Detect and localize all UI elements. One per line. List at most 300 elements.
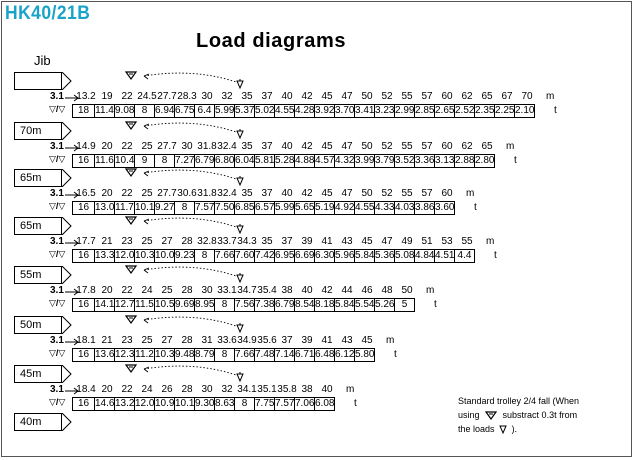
radius-value: 45 bbox=[361, 236, 373, 247]
load-symbol-label: ▽/▽ bbox=[49, 201, 66, 211]
load-unit: t bbox=[434, 299, 437, 310]
radius-unit: m bbox=[426, 285, 435, 296]
load-cell: 7.48 bbox=[255, 349, 275, 360]
load-cell: 10.1 bbox=[135, 202, 155, 213]
radius-value: 30 bbox=[201, 285, 213, 296]
radius-value: 52 bbox=[381, 91, 393, 102]
radius-value: 32.4 bbox=[217, 141, 237, 152]
radius-value: 37 bbox=[261, 188, 273, 199]
radius-value: 60 bbox=[441, 91, 453, 102]
load-cell: 4.33 bbox=[375, 202, 395, 213]
load-cell: 7.66 bbox=[215, 250, 235, 261]
load-unit: t bbox=[554, 105, 557, 116]
radius-value: 30.6 bbox=[177, 188, 197, 199]
radius-value: 32.4 bbox=[217, 188, 237, 199]
hook-icon bbox=[237, 372, 243, 381]
load-cell: 12.0 bbox=[135, 398, 155, 409]
radius-value: 60 bbox=[441, 188, 453, 199]
radius-value: 31.8 bbox=[197, 141, 217, 152]
load-cell: 11.6 bbox=[95, 155, 114, 166]
radius-value: 34.1 bbox=[237, 384, 257, 395]
jib-length-box bbox=[14, 217, 62, 235]
load-cell: 10.1 bbox=[175, 398, 195, 409]
trolley-hook-icon bbox=[126, 266, 136, 273]
radius-value: 35.6 bbox=[257, 335, 277, 346]
load-cell: 5.65 bbox=[295, 202, 315, 213]
load-cell: 9.48 bbox=[175, 349, 195, 360]
radius-value: 62 bbox=[461, 141, 473, 152]
dotted-arrow-icon bbox=[124, 264, 254, 286]
note-line-3b: ). bbox=[511, 424, 518, 434]
trolley-hook-icon bbox=[126, 365, 136, 372]
load-cell: 7.57 bbox=[195, 202, 215, 213]
radius-value: 22 bbox=[121, 141, 133, 152]
radius-value: 20 bbox=[101, 384, 113, 395]
load-cell: 10.0 bbox=[155, 250, 175, 261]
load-cell: 6.12 bbox=[335, 349, 355, 360]
radius-value: 28 bbox=[181, 285, 193, 296]
load-cell: 11.4 bbox=[95, 105, 114, 116]
radius-value: 35.4 bbox=[257, 285, 277, 296]
load-cell: 16 bbox=[72, 154, 95, 168]
radius-value: 33.1 bbox=[217, 285, 237, 296]
trolley-hook-icon bbox=[126, 217, 136, 224]
radius-unit: m bbox=[486, 236, 495, 247]
radius-value: 50 bbox=[361, 141, 373, 152]
radius-value: 43 bbox=[341, 236, 353, 247]
jib-length-box bbox=[14, 122, 62, 140]
radius-value: 53 bbox=[441, 236, 453, 247]
load-cell: 7.57 bbox=[275, 398, 295, 409]
load-cell: 2.85 bbox=[415, 105, 435, 116]
radius-value: 34.3 bbox=[237, 236, 257, 247]
load-cell: 6.4 bbox=[194, 104, 215, 118]
load-cell: 8.79 bbox=[195, 349, 215, 360]
jib-length-box bbox=[14, 365, 62, 383]
radius-value: 43 bbox=[341, 335, 353, 346]
load-cell: 2.88 bbox=[455, 155, 475, 166]
note-line-2a: using bbox=[458, 410, 480, 420]
radius-value: 30 bbox=[181, 141, 193, 152]
jib-length-box bbox=[14, 316, 62, 334]
load-cell: 7.27 bbox=[175, 155, 195, 166]
jib-triangle-icon bbox=[62, 365, 72, 383]
load-cell: 9.30 bbox=[195, 398, 215, 409]
load-cell: 5.19 bbox=[315, 202, 335, 213]
radius-value: 23 bbox=[121, 335, 133, 346]
load-cell: 13.6 bbox=[95, 349, 115, 360]
load-cell: 16 bbox=[72, 298, 95, 312]
load-cell: 8 bbox=[134, 104, 155, 118]
jib-length-label: 65m bbox=[20, 220, 42, 232]
load-cell: 12.7 bbox=[115, 299, 135, 310]
radius-value: 37 bbox=[281, 335, 293, 346]
trolley-hook-icon bbox=[485, 411, 497, 420]
load-cell: 8 bbox=[174, 201, 195, 215]
load-unit: t bbox=[514, 155, 517, 166]
hook-icon bbox=[237, 224, 243, 233]
load-cell: 6.71 bbox=[295, 349, 315, 360]
jib-label: Jib bbox=[34, 53, 51, 68]
load-cell: 4.51 bbox=[435, 250, 455, 261]
radius-value: 17.7 bbox=[76, 236, 96, 247]
radius-value: 32 bbox=[221, 91, 233, 102]
trolley-hook-icon bbox=[126, 316, 136, 323]
radius-value: 35 bbox=[241, 91, 253, 102]
radius-value: 47 bbox=[341, 91, 353, 102]
load-cell: 4.28 bbox=[295, 105, 315, 116]
jib-length-label: 70m bbox=[20, 125, 42, 137]
radius-value: 23 bbox=[121, 236, 133, 247]
load-cell: 3.13 bbox=[435, 155, 455, 166]
radius-value: 19 bbox=[101, 91, 113, 102]
load-cell: 11.5 bbox=[135, 299, 154, 310]
hook-icon bbox=[237, 176, 243, 185]
load-cell: 6.94 bbox=[155, 105, 175, 116]
radius-value: 35.8 bbox=[277, 384, 297, 395]
radius-value: 45 bbox=[321, 91, 333, 102]
radius-value: 47 bbox=[341, 188, 353, 199]
radius-value: 18.4 bbox=[76, 384, 96, 395]
radius-value: 50 bbox=[361, 188, 373, 199]
load-cell: 2.80 bbox=[475, 155, 495, 166]
load-cell: 5.99 bbox=[215, 105, 235, 116]
radius-value: 35.1 bbox=[257, 384, 277, 395]
load-cell: 13.3 bbox=[95, 250, 115, 261]
load-cell: 7.60 bbox=[235, 250, 255, 261]
load-cell: 6.69 bbox=[295, 250, 315, 261]
page-title: Load diagrams bbox=[196, 30, 347, 52]
radius-unit: m bbox=[546, 91, 555, 102]
radius-value: 47 bbox=[341, 141, 353, 152]
jib-triangle-icon bbox=[62, 72, 72, 90]
load-cell: 7.50 bbox=[215, 202, 235, 213]
radius-unit: m bbox=[466, 188, 475, 199]
radius-value: 30 bbox=[201, 91, 213, 102]
radius-value: 24.5 bbox=[137, 91, 157, 102]
radius-value: 34.7 bbox=[237, 285, 257, 296]
radius-value: 21 bbox=[101, 236, 113, 247]
note-line-2 bbox=[458, 410, 577, 420]
radius-value: 40 bbox=[321, 384, 333, 395]
load-cell: 3.36 bbox=[415, 155, 435, 166]
load-cell: 5.80 bbox=[355, 349, 375, 360]
note-line-3a: the loads bbox=[458, 424, 495, 434]
load-cell: 6.04 bbox=[235, 155, 255, 166]
radius-value: 25 bbox=[141, 236, 153, 247]
jib-length-box-40m bbox=[14, 413, 62, 431]
load-unit: t bbox=[494, 250, 497, 261]
start-radius: 3.1 bbox=[50, 285, 64, 296]
load-cell: 2.35 bbox=[475, 105, 495, 116]
start-radius: 3.1 bbox=[50, 236, 64, 247]
load-cell: 6.57 bbox=[255, 202, 275, 213]
radius-value: 49 bbox=[401, 236, 413, 247]
radius-value: 46 bbox=[361, 285, 373, 296]
load-cell: 4.57 bbox=[315, 155, 335, 166]
load-cell: 3.70 bbox=[335, 105, 355, 116]
load-cell: 3.86 bbox=[415, 202, 435, 213]
radius-value: 38 bbox=[281, 285, 293, 296]
load-cell: 6.75 bbox=[175, 105, 195, 116]
load-cell: 4.88 bbox=[295, 155, 315, 166]
radius-value: 50 bbox=[401, 285, 413, 296]
note-line-2b: substract 0.3t from bbox=[502, 410, 578, 420]
radius-value: 31.8 bbox=[197, 188, 217, 199]
radius-value: 47 bbox=[381, 236, 393, 247]
radius-value: 44 bbox=[341, 285, 353, 296]
load-cell: 9.27 bbox=[155, 202, 175, 213]
load-cell: 7.06 bbox=[295, 398, 315, 409]
load-cell: 9 bbox=[134, 154, 155, 168]
radius-value: 40 bbox=[281, 188, 293, 199]
radius-value: 42 bbox=[301, 141, 313, 152]
load-cell: 6.79 bbox=[195, 155, 215, 166]
load-cell: 13.0 bbox=[95, 202, 115, 213]
load-cell: 8.18 bbox=[315, 299, 335, 310]
load-cell: 16 bbox=[72, 201, 95, 215]
radius-value: 32 bbox=[221, 384, 233, 395]
radius-value: 65 bbox=[481, 91, 493, 102]
load-cell: 3.99 bbox=[355, 155, 375, 166]
jib-triangle-icon bbox=[62, 217, 72, 235]
load-cell: 13.2 bbox=[115, 398, 135, 409]
model-title: HK40/21B bbox=[5, 3, 91, 24]
jib-length-label: 45m bbox=[20, 368, 42, 380]
load-cell: 10.3 bbox=[135, 250, 155, 261]
load-cell: 12.3 bbox=[115, 349, 135, 360]
radius-unit: m bbox=[506, 141, 515, 152]
load-cell: 14.1 bbox=[95, 299, 115, 310]
load-cell: 5.28 bbox=[275, 155, 295, 166]
load-cell: 10.9 bbox=[155, 398, 175, 409]
load-cell: 3.52 bbox=[395, 155, 415, 166]
radius-value: 24 bbox=[141, 285, 153, 296]
dotted-arrow-icon bbox=[124, 363, 254, 385]
jib-length-box bbox=[14, 72, 62, 90]
radius-value: 37 bbox=[261, 91, 273, 102]
load-cell: 2.65 bbox=[435, 105, 455, 116]
note-line-1: Standard trolley 2/4 fall (When bbox=[458, 396, 580, 406]
radius-unit: m bbox=[386, 335, 395, 346]
radius-value: 52 bbox=[381, 141, 393, 152]
load-symbol-label: ▽/▽ bbox=[49, 154, 66, 164]
radius-value: 22 bbox=[121, 285, 133, 296]
radius-value: 42 bbox=[321, 285, 333, 296]
load-symbol-label: ▽/▽ bbox=[49, 348, 66, 358]
radius-unit: m bbox=[346, 384, 355, 395]
radius-value: 41 bbox=[321, 335, 333, 346]
load-cell: 5.54 bbox=[355, 299, 375, 310]
dotted-arrow-icon bbox=[124, 70, 254, 92]
radius-value: 70 bbox=[521, 91, 533, 102]
radius-value: 22 bbox=[121, 91, 133, 102]
dotted-arrow-icon bbox=[124, 167, 254, 189]
radius-value: 25 bbox=[141, 188, 153, 199]
note-line-3 bbox=[458, 424, 517, 434]
jib-length-label: 40m bbox=[20, 416, 42, 428]
radius-value: 31 bbox=[201, 335, 213, 346]
load-cell: 5.02 bbox=[255, 105, 275, 116]
radius-value: 45 bbox=[321, 141, 333, 152]
load-cell: 5.36 bbox=[375, 250, 395, 261]
radius-value: 37 bbox=[261, 141, 273, 152]
load-cell: 10.3 bbox=[155, 349, 175, 360]
load-cell: 3.60 bbox=[435, 202, 455, 213]
radius-value: 65 bbox=[481, 141, 493, 152]
jib-triangle-icon bbox=[62, 122, 72, 140]
radius-value: 55 bbox=[401, 91, 413, 102]
radius-value: 48 bbox=[381, 285, 393, 296]
load-symbol-label: ▽/▽ bbox=[49, 298, 66, 308]
load-cell: 7.42 bbox=[255, 250, 275, 261]
load-cell: 3.41 bbox=[355, 105, 375, 116]
radius-value: 37 bbox=[281, 236, 293, 247]
radius-value: 20 bbox=[101, 188, 113, 199]
load-unit: t bbox=[474, 202, 477, 213]
radius-value: 38 bbox=[301, 384, 313, 395]
load-cell: 9.23 bbox=[175, 250, 195, 261]
load-cell: 7.14 bbox=[275, 349, 295, 360]
jib-length-label: 50m bbox=[20, 319, 42, 331]
load-cell: 6.48 bbox=[315, 349, 335, 360]
radius-value: 28.3 bbox=[177, 91, 197, 102]
load-cell: 16 bbox=[72, 348, 95, 362]
radius-value: 42 bbox=[301, 91, 313, 102]
load-cell: 2.52 bbox=[455, 105, 475, 116]
radius-value: 45 bbox=[321, 188, 333, 199]
load-cell: 5.37 bbox=[235, 105, 255, 116]
load-cell: 14.6 bbox=[95, 398, 115, 409]
jib-triangle-icon bbox=[62, 316, 72, 334]
radius-value: 20 bbox=[101, 285, 113, 296]
load-cell: 7.38 bbox=[255, 299, 275, 310]
load-cell: 5.84 bbox=[335, 299, 355, 310]
radius-value: 25 bbox=[161, 285, 173, 296]
load-cell: 2.25 bbox=[495, 105, 515, 116]
radius-value: 35 bbox=[241, 141, 253, 152]
radius-value: 25 bbox=[141, 141, 153, 152]
start-radius: 3.1 bbox=[50, 141, 64, 152]
jib-length-box bbox=[14, 266, 62, 284]
load-cell: 2.10 bbox=[515, 105, 535, 116]
radius-value: 55 bbox=[401, 141, 413, 152]
radius-value: 41 bbox=[321, 236, 333, 247]
load-cell: 16 bbox=[72, 397, 95, 411]
trolley-hook-icon bbox=[126, 169, 136, 176]
radius-value: 34.9 bbox=[237, 335, 257, 346]
load-cell: 6.80 bbox=[215, 155, 235, 166]
radius-value: 40 bbox=[281, 141, 293, 152]
radius-value: 60 bbox=[441, 141, 453, 152]
load-cell: 6.85 bbox=[235, 202, 255, 213]
radius-value: 40 bbox=[301, 285, 313, 296]
load-cell: 7.75 bbox=[255, 398, 275, 409]
radius-value: 27.7 bbox=[157, 141, 177, 152]
radius-value: 45 bbox=[361, 335, 373, 346]
load-cell: 3.23 bbox=[375, 105, 395, 116]
radius-value: 33.7 bbox=[217, 236, 237, 247]
radius-value: 57 bbox=[421, 188, 433, 199]
load-cell: 7.56 bbox=[235, 299, 255, 310]
radius-value: 50 bbox=[361, 91, 373, 102]
radius-value: 57 bbox=[421, 91, 433, 102]
load-cell: 4.55 bbox=[355, 202, 375, 213]
radius-value: 27 bbox=[161, 335, 173, 346]
radius-value: 55 bbox=[401, 188, 413, 199]
dotted-arrow-icon bbox=[124, 215, 254, 237]
radius-value: 30 bbox=[201, 384, 213, 395]
load-cell: 5.99 bbox=[275, 202, 295, 213]
load-cell: 5.96 bbox=[335, 250, 355, 261]
radius-value: 18.1 bbox=[76, 335, 96, 346]
trolley-hook-icon bbox=[126, 72, 136, 79]
radius-value: 27.7 bbox=[157, 188, 177, 199]
load-cell: 16 bbox=[72, 249, 95, 263]
load-cell: 4.84 bbox=[415, 250, 435, 261]
radius-value: 35 bbox=[261, 236, 273, 247]
radius-value: 20 bbox=[101, 141, 113, 152]
jib-length-box bbox=[14, 169, 62, 187]
radius-value: 25 bbox=[141, 335, 153, 346]
load-cell: 10.4 bbox=[115, 155, 135, 166]
load-unit: t bbox=[354, 398, 357, 409]
radius-value: 22 bbox=[121, 384, 133, 395]
load-cell: 4.92 bbox=[335, 202, 355, 213]
radius-value: 22 bbox=[121, 188, 133, 199]
radius-value: 67 bbox=[501, 91, 513, 102]
radius-value: 27 bbox=[161, 236, 173, 247]
load-symbol-label: ▽/▽ bbox=[49, 249, 66, 259]
load-cell: 3.79 bbox=[375, 155, 395, 166]
load-cell: 11.7 bbox=[115, 202, 134, 213]
load-symbol-label: ▽/▽ bbox=[49, 104, 66, 114]
load-cell: 6.08 bbox=[315, 398, 335, 409]
start-radius: 3.1 bbox=[50, 384, 64, 395]
load-cell: 8.95 bbox=[195, 299, 215, 310]
jib-triangle-icon bbox=[62, 169, 72, 187]
start-radius: 3.1 bbox=[50, 335, 64, 346]
hook-icon bbox=[237, 79, 243, 88]
load-cell: 12.0 bbox=[115, 250, 135, 261]
radius-value: 28 bbox=[181, 384, 193, 395]
load-cell: 4.03 bbox=[395, 202, 415, 213]
radius-value: 24 bbox=[141, 384, 153, 395]
load-cell: 5.81 bbox=[255, 155, 275, 166]
load-cell: 6.30 bbox=[315, 250, 335, 261]
jib-length-label: 65m bbox=[20, 172, 42, 184]
load-cell: 8 bbox=[234, 397, 255, 411]
load-cell: 6.95 bbox=[275, 250, 295, 261]
radius-value: 28 bbox=[181, 335, 193, 346]
radius-value: 40 bbox=[281, 91, 293, 102]
load-cell: 8.54 bbox=[295, 299, 315, 310]
dotted-arrow-icon bbox=[124, 314, 254, 336]
hook-icon bbox=[499, 425, 507, 434]
hook-icon bbox=[237, 273, 243, 282]
hook-icon bbox=[237, 323, 243, 332]
load-unit: t bbox=[394, 349, 397, 360]
radius-value: 39 bbox=[301, 236, 313, 247]
radius-value: 57 bbox=[421, 141, 433, 152]
hook-icon bbox=[237, 129, 243, 138]
load-cell: 8 bbox=[214, 298, 235, 312]
load-cell: 9.69 bbox=[175, 299, 195, 310]
load-cell: 18 bbox=[72, 104, 95, 118]
radius-value: 62 bbox=[461, 91, 473, 102]
jib-triangle-icon bbox=[62, 413, 72, 431]
load-cell: 8 bbox=[214, 348, 235, 362]
